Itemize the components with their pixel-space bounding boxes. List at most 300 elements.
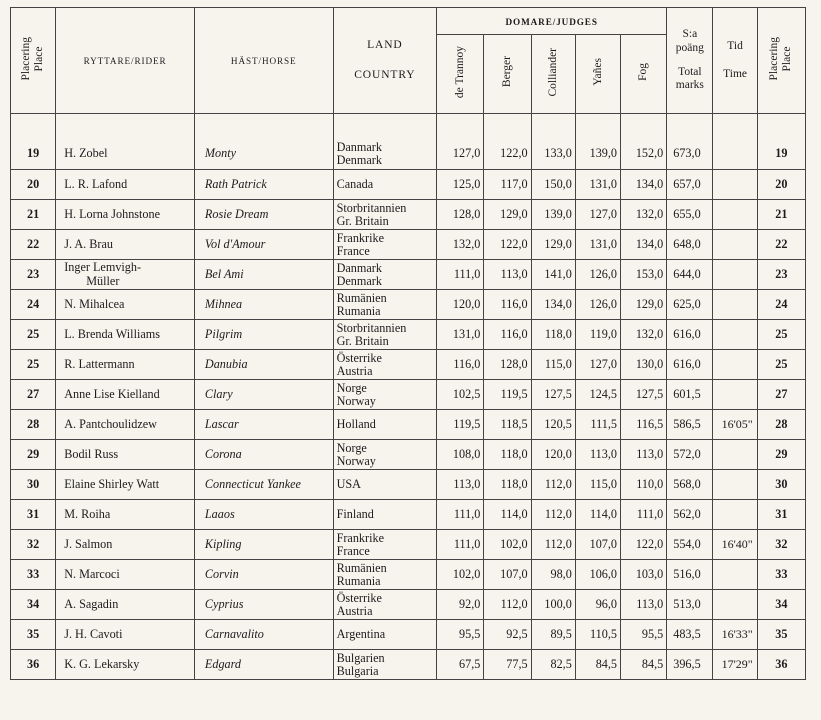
rider-name-line: H. Lorna Johnstone [64, 206, 161, 221]
country-line: Rumänien [336, 560, 387, 575]
judge-score-cell: 102,0 [437, 560, 484, 590]
judge-score-cell: 129,0 [531, 230, 575, 260]
total-marks-cell: 616,0 [667, 350, 713, 380]
place-cell: 33 [11, 560, 56, 590]
time-cell [713, 200, 757, 230]
judge-name: Fog [637, 63, 650, 81]
place-right-cell: 35 [757, 620, 805, 650]
rider-name-line: Anne Lise Kielland [64, 386, 160, 401]
judge-header-colliander [531, 35, 575, 114]
judge-header-trannoy [437, 35, 484, 114]
place-header-left-line2: Place [33, 46, 46, 71]
country-cell [333, 350, 437, 380]
judge-score-cell: 133,0 [531, 114, 575, 170]
judge-score-cell: 114,0 [484, 500, 531, 530]
time-cell [713, 500, 757, 530]
place-right-cell: 32 [757, 530, 805, 560]
total-marks-cell: 516,0 [667, 560, 713, 590]
horse-cell: Corona [194, 440, 333, 470]
country-line: Storbritannien [336, 320, 407, 335]
country-line: USA [336, 477, 361, 492]
time-cell [713, 440, 757, 470]
total-header-line3: Total [678, 65, 702, 78]
horse-cell: Kipling [194, 530, 333, 560]
country-cell [333, 650, 437, 680]
table-row [11, 350, 806, 380]
judge-score-cell: 102,5 [437, 380, 484, 410]
judge-score-cell: 92,5 [484, 620, 531, 650]
judge-score-cell: 131,0 [437, 320, 484, 350]
total-marks-cell: 483,5 [667, 620, 713, 650]
judge-score-cell: 110,5 [575, 620, 620, 650]
horse-cell: Danubia [194, 350, 333, 380]
judges-group-header [437, 8, 667, 35]
judge-score-cell: 118,0 [484, 440, 531, 470]
rider-cell [56, 650, 195, 680]
rider-cell [56, 530, 195, 560]
time-cell [713, 170, 757, 200]
table-row [11, 380, 806, 410]
rider-cell [56, 590, 195, 620]
rider-cell [56, 620, 195, 650]
place-right-cell: 24 [757, 290, 805, 320]
rider-cell [56, 440, 195, 470]
place-right-cell: 33 [757, 560, 805, 590]
total-marks-cell: 655,0 [667, 200, 713, 230]
horse-cell: Clary [194, 380, 333, 410]
table-row [11, 170, 806, 200]
time-cell [713, 590, 757, 620]
judge-score-cell: 120,0 [531, 440, 575, 470]
place-cell: 20 [11, 170, 56, 200]
country-cell [333, 230, 437, 260]
horse-cell: Monty [194, 114, 333, 170]
judge-score-cell: 106,0 [575, 560, 620, 590]
judge-score-cell: 108,0 [437, 440, 484, 470]
judge-score-cell: 127,0 [575, 350, 620, 380]
judge-score-cell: 124,5 [575, 380, 620, 410]
judge-score-cell: 129,0 [621, 290, 667, 320]
country-cell [333, 470, 437, 500]
place-right-cell: 27 [757, 380, 805, 410]
judge-score-cell: 89,5 [531, 620, 575, 650]
judge-score-cell: 111,0 [621, 500, 667, 530]
total-marks-cell: 586,5 [667, 410, 713, 440]
judge-score-cell: 112,0 [484, 590, 531, 620]
table-row [11, 620, 806, 650]
place-cell: 31 [11, 500, 56, 530]
judges-group-label: DOMARE/JUDGES [505, 16, 598, 27]
judge-score-cell: 115,0 [531, 350, 575, 380]
table-row [11, 114, 806, 170]
place-cell: 30 [11, 470, 56, 500]
place-right-cell: 34 [757, 590, 805, 620]
table-row [11, 290, 806, 320]
rider-name-line: H. Zobel [64, 145, 108, 160]
judge-score-cell: 130,0 [621, 350, 667, 380]
judge-score-cell: 127,0 [437, 114, 484, 170]
country-line: France [336, 243, 370, 258]
time-cell: 17'29" [713, 650, 757, 680]
rider-cell [56, 470, 195, 500]
total-header-line1: S:a [682, 27, 698, 40]
judge-score-cell: 120,5 [531, 410, 575, 440]
place-right-cell: 25 [757, 320, 805, 350]
judge-score-cell: 112,0 [531, 500, 575, 530]
rider-name-line: M. Roiha [64, 506, 111, 521]
country-cell [333, 200, 437, 230]
place-right-cell: 22 [757, 230, 805, 260]
judge-score-cell: 134,0 [621, 230, 667, 260]
country-line: Gr. Britain [336, 333, 389, 348]
judge-score-cell: 128,0 [484, 350, 531, 380]
judge-score-cell: 82,5 [531, 650, 575, 680]
horse-cell: Cyprius [194, 590, 333, 620]
horse-cell: Carnavalito [194, 620, 333, 650]
country-line: France [336, 543, 370, 558]
horse-header-label: HÄST/HORSE [230, 56, 297, 66]
country-line: Norway [336, 453, 376, 468]
judge-score-cell: 134,0 [531, 290, 575, 320]
country-line: Bulgaria [336, 663, 379, 678]
judge-score-cell: 132,0 [621, 200, 667, 230]
judge-name: Yañes [591, 58, 604, 86]
total-marks-cell: 554,0 [667, 530, 713, 560]
judge-score-cell: 129,0 [484, 200, 531, 230]
judge-score-cell: 131,0 [575, 230, 620, 260]
country-line: Österrike [336, 350, 382, 365]
table-row [11, 320, 806, 350]
total-marks-cell: 616,0 [667, 320, 713, 350]
judge-score-cell: 120,0 [437, 290, 484, 320]
place-cell: 34 [11, 590, 56, 620]
judge-score-cell: 122,0 [621, 530, 667, 560]
rider-name-line: K. G. Lekarsky [64, 656, 140, 671]
rider-name-line: Müller [86, 273, 120, 288]
country-cell [333, 380, 437, 410]
time-cell: 16'33" [713, 620, 757, 650]
total-marks-cell: 648,0 [667, 230, 713, 260]
country-line: Denmark [336, 273, 382, 288]
horse-cell: Bel Ami [194, 260, 333, 290]
judge-score-cell: 116,0 [437, 350, 484, 380]
table-row [11, 500, 806, 530]
judge-score-cell: 131,0 [575, 170, 620, 200]
place-cell: 27 [11, 380, 56, 410]
judge-score-cell: 118,5 [484, 410, 531, 440]
rider-cell [56, 350, 195, 380]
country-line: Canada [336, 177, 374, 192]
country-line: Danmark [336, 139, 382, 154]
place-right-cell: 36 [757, 650, 805, 680]
judge-score-cell: 118,0 [484, 470, 531, 500]
place-right-cell: 25 [757, 350, 805, 380]
judge-score-cell: 102,0 [484, 530, 531, 560]
judge-score-cell: 122,0 [484, 230, 531, 260]
judge-score-cell: 114,0 [575, 500, 620, 530]
rider-name-line: J. Salmon [64, 536, 113, 551]
place-cell: 25 [11, 350, 56, 380]
total-header [667, 8, 713, 114]
total-marks-cell: 396,5 [667, 650, 713, 680]
judge-score-cell: 92,0 [437, 590, 484, 620]
rider-cell [56, 500, 195, 530]
table-row [11, 260, 806, 290]
rider-name-line: N. Marcoci [64, 566, 120, 581]
judge-score-cell: 77,5 [484, 650, 531, 680]
judge-score-cell: 117,0 [484, 170, 531, 200]
time-cell [713, 230, 757, 260]
country-cell [333, 320, 437, 350]
country-line: Norge [336, 380, 367, 395]
country-line: Norway [336, 393, 376, 408]
judge-score-cell: 119,5 [437, 410, 484, 440]
country-line: Danmark [336, 260, 382, 275]
country-cell [333, 290, 437, 320]
judge-score-cell: 126,0 [575, 290, 620, 320]
horse-cell: Lascar [194, 410, 333, 440]
judge-score-cell: 115,0 [575, 470, 620, 500]
judge-score-cell: 95,5 [437, 620, 484, 650]
table-row [11, 470, 806, 500]
judge-score-cell: 113,0 [484, 260, 531, 290]
horse-header [194, 8, 333, 114]
judge-score-cell: 139,0 [531, 200, 575, 230]
judge-score-cell: 116,0 [484, 320, 531, 350]
country-line: Holland [336, 417, 376, 432]
country-line: Austria [336, 363, 373, 378]
table-row [11, 440, 806, 470]
time-header [713, 8, 757, 114]
rider-name-line: L. R. Lafond [64, 176, 128, 191]
place-right-cell: 19 [757, 114, 805, 170]
rider-name-line: R. Lattermann [64, 356, 135, 371]
table-row [11, 530, 806, 560]
judge-score-cell: 132,0 [437, 230, 484, 260]
place-cell: 22 [11, 230, 56, 260]
judge-name: Colliander [546, 47, 559, 97]
rider-name-line: L. Brenda Williams [64, 326, 160, 341]
time-cell [713, 260, 757, 290]
table-row [11, 410, 806, 440]
judge-score-cell: 122,0 [484, 114, 531, 170]
judge-score-cell: 119,5 [484, 380, 531, 410]
place-right-cell: 20 [757, 170, 805, 200]
country-cell [333, 440, 437, 470]
place-right-cell: 29 [757, 440, 805, 470]
total-header-line4: marks [675, 79, 704, 92]
horse-cell: Connecticut Yankee [194, 470, 333, 500]
total-marks-cell: 572,0 [667, 440, 713, 470]
country-line: Rumänien [336, 290, 387, 305]
judge-header-fog [621, 35, 667, 114]
judge-score-cell: 110,0 [621, 470, 667, 500]
total-marks-cell: 657,0 [667, 170, 713, 200]
judge-score-cell: 113,0 [575, 440, 620, 470]
place-cell: 24 [11, 290, 56, 320]
judge-score-cell: 95,5 [621, 620, 667, 650]
country-cell [333, 530, 437, 560]
judge-score-cell: 128,0 [437, 200, 484, 230]
judge-score-cell: 112,0 [531, 470, 575, 500]
country-line: Frankrike [336, 530, 384, 545]
place-cell: 29 [11, 440, 56, 470]
country-cell [333, 500, 437, 530]
results-body [11, 114, 806, 680]
judge-score-cell: 84,5 [575, 650, 620, 680]
rider-cell [56, 410, 195, 440]
country-line: Rumania [336, 573, 381, 588]
judge-score-cell: 112,0 [531, 530, 575, 560]
table-row [11, 650, 806, 680]
rider-cell [56, 320, 195, 350]
country-cell [333, 410, 437, 440]
country-line: Denmark [336, 152, 382, 167]
judge-score-cell: 111,0 [437, 530, 484, 560]
country-cell [333, 560, 437, 590]
horse-cell: Rosie Dream [194, 200, 333, 230]
judge-score-cell: 84,5 [621, 650, 667, 680]
table-row [11, 230, 806, 260]
rider-cell [56, 170, 195, 200]
rider-name-line: Inger Lemvigh- [64, 260, 142, 275]
place-header-left-line1: Placering [19, 36, 32, 81]
rider-name-line: Bodil Russ [64, 446, 119, 461]
country-cell [333, 590, 437, 620]
judge-score-cell: 127,5 [531, 380, 575, 410]
country-line: Austria [336, 603, 373, 618]
judge-header-berger [484, 35, 531, 114]
place-header-right [757, 8, 805, 114]
rider-name-line: N. Mihalcea [64, 296, 125, 311]
judge-score-cell: 96,0 [575, 590, 620, 620]
total-marks-cell: 673,0 [667, 114, 713, 170]
judge-name: de Trannoy [453, 45, 466, 99]
place-right-cell: 30 [757, 470, 805, 500]
place-header-right-line1: Placering [768, 36, 781, 81]
time-cell [713, 350, 757, 380]
judge-score-cell: 103,0 [621, 560, 667, 590]
judge-score-cell: 113,0 [437, 470, 484, 500]
country-cell [333, 114, 437, 170]
total-marks-cell: 562,0 [667, 500, 713, 530]
country-header-label: COUNTRY [354, 68, 416, 81]
judge-score-cell: 125,0 [437, 170, 484, 200]
horse-cell: Mihnea [194, 290, 333, 320]
rider-cell [56, 260, 195, 290]
land-header-label: LAND [367, 38, 403, 51]
horse-cell: Vol d'Amour [194, 230, 333, 260]
country-line: Norge [336, 440, 367, 455]
country-line: Rumania [336, 303, 381, 318]
total-marks-cell: 601,5 [667, 380, 713, 410]
place-cell: 28 [11, 410, 56, 440]
place-cell: 35 [11, 620, 56, 650]
country-line: Bulgarien [336, 650, 385, 665]
judge-score-cell: 116,5 [621, 410, 667, 440]
judge-score-cell: 141,0 [531, 260, 575, 290]
place-right-cell: 31 [757, 500, 805, 530]
judge-score-cell: 98,0 [531, 560, 575, 590]
judge-score-cell: 118,0 [531, 320, 575, 350]
country-line: Frankrike [336, 230, 384, 245]
place-right-cell: 23 [757, 260, 805, 290]
judge-score-cell: 152,0 [621, 114, 667, 170]
rider-header [56, 8, 195, 114]
table-row [11, 560, 806, 590]
judge-score-cell: 107,0 [484, 560, 531, 590]
country-line: Österrike [336, 590, 382, 605]
judge-score-cell: 127,0 [575, 200, 620, 230]
country-cell [333, 620, 437, 650]
dressage-results-table [10, 7, 806, 680]
horse-cell: Edgard [194, 650, 333, 680]
horse-cell: Pilgrim [194, 320, 333, 350]
time-cell: 16'05" [713, 410, 757, 440]
judge-score-cell: 111,5 [575, 410, 620, 440]
rider-cell [56, 230, 195, 260]
judge-header-yanes [575, 35, 620, 114]
place-right-cell: 21 [757, 200, 805, 230]
rider-cell [56, 200, 195, 230]
judge-score-cell: 111,0 [437, 260, 484, 290]
rider-name-line: Elaine Shirley Watt [64, 476, 160, 491]
judge-score-cell: 153,0 [621, 260, 667, 290]
time-header-line2: Time [723, 67, 747, 80]
country-line: Argentina [336, 627, 386, 642]
rider-name-line: A. Sagadin [64, 596, 119, 611]
place-cell: 36 [11, 650, 56, 680]
time-cell [713, 320, 757, 350]
total-marks-cell: 568,0 [667, 470, 713, 500]
judge-score-cell: 113,0 [621, 590, 667, 620]
country-cell [333, 260, 437, 290]
time-header-line1: Tid [727, 39, 743, 52]
rider-cell [56, 290, 195, 320]
judge-score-cell: 100,0 [531, 590, 575, 620]
rider-name-line: J. A. Brau [64, 236, 113, 251]
rider-cell [56, 380, 195, 410]
country-cell [333, 170, 437, 200]
judge-score-cell: 116,0 [484, 290, 531, 320]
table-row [11, 200, 806, 230]
time-cell [713, 470, 757, 500]
judge-score-cell: 119,0 [575, 320, 620, 350]
judge-score-cell: 107,0 [575, 530, 620, 560]
judge-score-cell: 134,0 [621, 170, 667, 200]
country-line: Finland [336, 507, 374, 522]
total-marks-cell: 513,0 [667, 590, 713, 620]
judge-name: Berger [501, 56, 514, 88]
judge-score-cell: 139,0 [575, 114, 620, 170]
place-cell: 32 [11, 530, 56, 560]
total-marks-cell: 625,0 [667, 290, 713, 320]
judge-score-cell: 111,0 [437, 500, 484, 530]
judge-score-cell: 67,5 [437, 650, 484, 680]
time-cell [713, 114, 757, 170]
rider-header-label: RYTTARE/RIDER [83, 56, 167, 66]
judge-score-cell: 150,0 [531, 170, 575, 200]
time-cell [713, 290, 757, 320]
country-line: Gr. Britain [336, 213, 389, 228]
horse-cell: Corvin [194, 560, 333, 590]
place-cell: 25 [11, 320, 56, 350]
place-cell: 21 [11, 200, 56, 230]
country-header [333, 8, 437, 114]
rider-cell [56, 114, 195, 170]
place-right-cell: 28 [757, 410, 805, 440]
rider-name-line: A. Pantchoulidzew [64, 416, 157, 431]
